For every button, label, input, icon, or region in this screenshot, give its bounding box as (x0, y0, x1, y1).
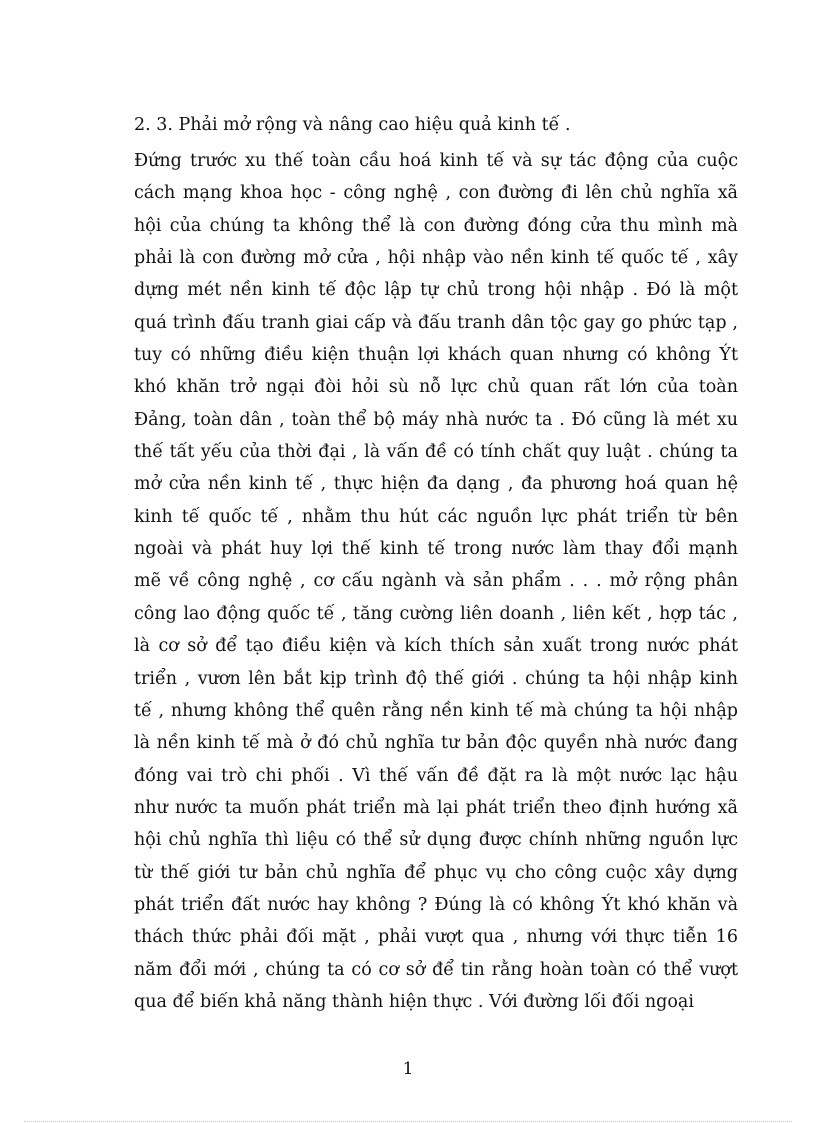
body-line: như nước ta muốn phát triển mà lại phát triển theo định hướng xã (134, 797, 738, 818)
body-line: kinh tế quốc tế , nhằm thu hút các nguồn lực phát triển từ bên (134, 506, 738, 527)
body-line: hội của chúng ta không thể là con đường đóng cửa thu mình mà (134, 215, 738, 236)
body-line: Đứng trước xu thế toàn cầu hoá kinh tế và sự tác động của cuộc (134, 151, 738, 171)
body-line: thách thức phải đối mặt , phải vượt qua , nhưng với thực tiễn 16 (134, 927, 738, 948)
body-line: thế tất yếu của thời đại , là vấn đề có tính chất quy luật . chúng ta (134, 442, 738, 463)
body-line: hội chủ nghĩa thì liệu có thể sử dụng được chính những nguồn lực (134, 830, 738, 851)
body-line: phải là con đường mở cửa , hội nhập vào nền kinh tế quốc tế , xây (134, 248, 738, 269)
section-heading: 2. 3. Phải mở rộng và nâng cao hiệu quả kinh tế . (134, 115, 571, 135)
body-line: đóng vai trò chi phối . Vì thế vấn đề đặt ra là một nước lạc hậu (134, 765, 738, 786)
body-line: là nền kinh tế mà ở đó chủ nghĩa tư bản độc quyền nhà nước đang (134, 733, 738, 754)
body-line: dựng mét nền kinh tế độc lập tự chủ trong hội nhập . Đó là một (134, 280, 738, 301)
body-line: quá trình đấu tranh giai cấp và đấu tranh dân tộc gay go phức tạp , (134, 312, 738, 333)
body-line: phát triển đất nước hay không ? Đúng là có không Ýt khó khăn và (134, 894, 738, 915)
body-line: mở cửa nền kinh tế , thực hiện đa dạng , đa phương hoá quan hệ (134, 474, 738, 495)
body-line: triển , vươn lên bắt kịp trình độ thế giới . chúng ta hội nhập kinh (134, 668, 738, 689)
body-paragraph (134, 145, 738, 1018)
body-line: Đảng, toàn dân , toàn thể bộ máy nhà nước ta . Đó cũng là mét xu (134, 409, 738, 430)
body-line: khó khăn trở ngại đòi hỏi sù nỗ lực chủ quan rất lớn của toàn (134, 377, 738, 398)
page-number: 1 (402, 1059, 414, 1079)
body-line: tuy có những điều kiện thuận lợi khách quan nhưng có không Ýt (134, 345, 738, 366)
body-line: ngoài và phát huy lợi thế kinh tế trong nước làm thay đổi mạnh (134, 539, 738, 560)
body-line: cách mạng khoa học - công nghệ , con đường đi lên chủ nghĩa xã (134, 183, 738, 204)
body-line: năm đổi mới , chúng ta có cơ sở để tin rằng hoàn toàn có thể vượt (134, 959, 738, 980)
body-line: là cơ sở để tạo điều kiện và kích thích sản xuất trong nước phát (134, 636, 738, 657)
body-line: qua để biến khả năng thành hiện thực . Với đường lối đối ngoại (134, 991, 694, 1012)
footer-divider (24, 1121, 792, 1122)
body-line: công lao động quốc tế , tăng cường liên doanh , liên kết , hợp tác , (134, 603, 738, 624)
body-line: từ thế giới tư bản chủ nghĩa để phục vụ cho công cuộc xây dựng (134, 862, 738, 883)
body-line: mẽ về công nghệ , cơ cấu ngành và sản phẩm . . . mở rộng phân (134, 571, 738, 592)
body-line: tế , nhưng không thể quên rằng nền kinh tế mà chúng ta hội nhập (134, 700, 738, 721)
